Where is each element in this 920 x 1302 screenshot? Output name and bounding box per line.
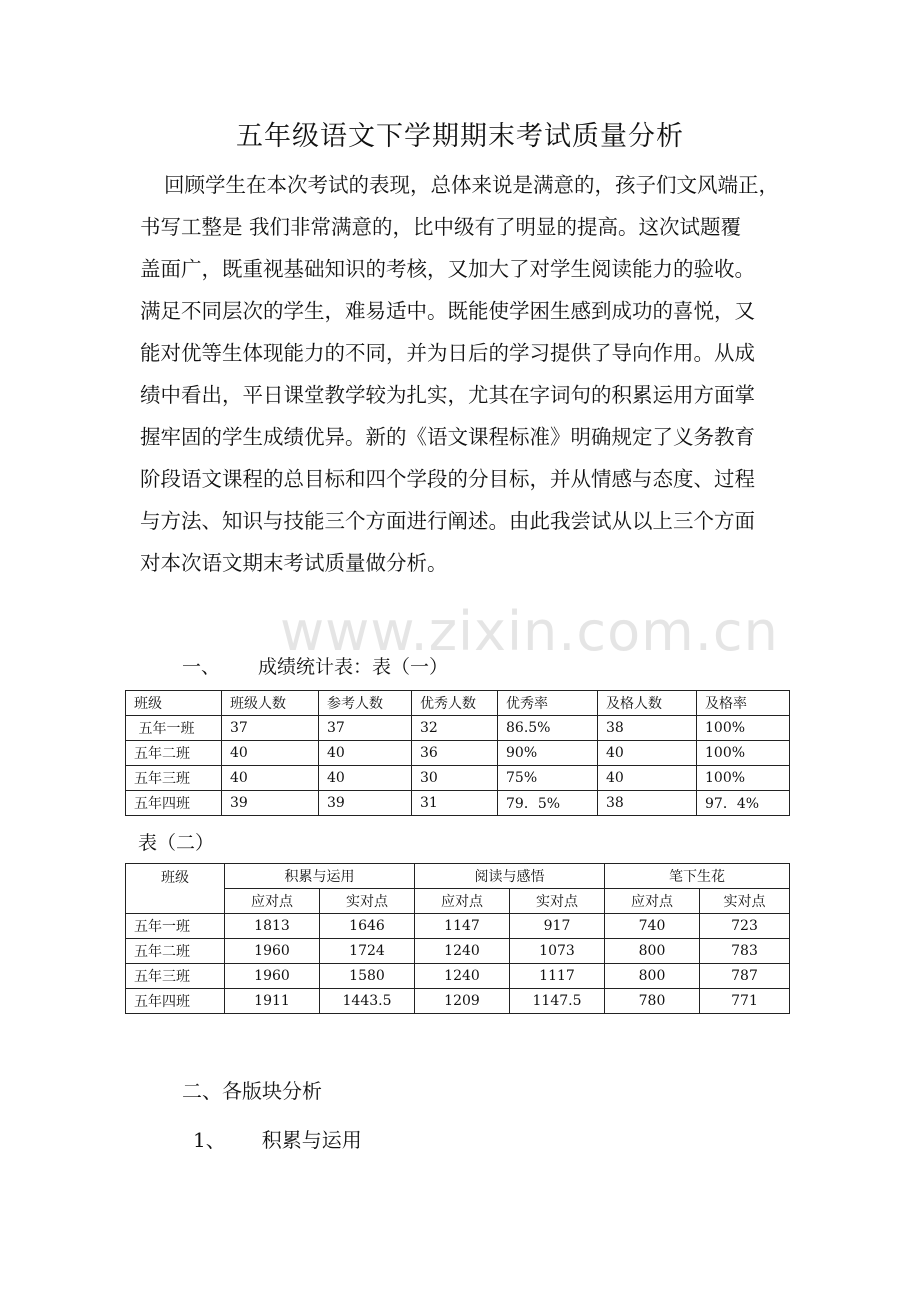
table-cell: 1209: [415, 989, 510, 1014]
paragraph-line: 回顾学生在本次考试的表现，总体来说是满意的，孩子们文风端正，: [164, 173, 779, 197]
table-cell: 1147: [415, 914, 510, 939]
table-group-header: 阅读与感悟: [415, 864, 605, 889]
table-cell: 五年一班: [126, 716, 222, 741]
table-row: [126, 939, 790, 964]
table-cell: 1646: [320, 914, 415, 939]
table-cell: 39: [222, 791, 319, 816]
intro-paragraph: [140, 164, 805, 584]
table-cell: 1724: [320, 939, 415, 964]
watermark: www.zixin.com.cn: [280, 600, 779, 663]
table-subheader-cell: 实对点: [510, 889, 605, 914]
table-cell: 800: [605, 939, 700, 964]
table-cell: 783: [700, 939, 790, 964]
table-cell: 100%: [697, 716, 790, 741]
document-title: 五年级语文下学期期末考试质量分析: [236, 121, 684, 152]
table-header-row: [126, 864, 790, 889]
table-cell: 75%: [498, 766, 598, 791]
table-cell: 40: [222, 766, 319, 791]
table-cell: 90%: [498, 741, 598, 766]
table-subheader-cell: 实对点: [320, 889, 415, 914]
table-cell: 97．4%: [697, 791, 790, 816]
table-header-cell: 班级人数: [222, 691, 319, 716]
table-cell: 79．5%: [498, 791, 598, 816]
table-cell: 1147.5: [510, 989, 605, 1014]
table-header-cell: 优秀人数: [412, 691, 498, 716]
table-cell: 31: [412, 791, 498, 816]
subsection-1-number: 1、: [193, 1128, 226, 1152]
paragraph-line: 阶段语文课程的总目标和四个学段的分目标，并从情感与态度、过程: [140, 467, 755, 491]
table-cell: 1117: [510, 964, 605, 989]
paragraph-line: 与方法、知识与技能三个方面进行阐述。由此我尝试从以上三个方面: [140, 509, 755, 533]
table-cell: 五年二班: [126, 939, 225, 964]
table-row: [126, 914, 790, 939]
table-cell: 1240: [415, 939, 510, 964]
table-cell: 800: [605, 964, 700, 989]
table-cell: 740: [605, 914, 700, 939]
table-cell: 40: [598, 741, 697, 766]
table-2-label: 表（二）: [138, 832, 215, 854]
table-cell: 1960: [225, 964, 320, 989]
section-1-title: 成绩统计表：表（一）: [258, 656, 449, 678]
table-cell: 40: [319, 766, 412, 791]
table-cell: 917: [510, 914, 605, 939]
table-cell: 1443.5: [320, 989, 415, 1014]
table-cell: 40: [598, 766, 697, 791]
paragraph-line: 握牢固的学生成绩优异。新的《语文课程标准》明确规定了义务教育: [140, 425, 755, 449]
table-cell: 五年三班: [126, 766, 222, 791]
paragraph-line: 盖面广，既重视基础知识的考核，又加大了对学生阅读能力的验收。: [140, 257, 755, 281]
table-subheader-row: [126, 889, 790, 914]
table-cell: 787: [700, 964, 790, 989]
table-subheader-cell: 应对点: [225, 889, 320, 914]
paragraph-line: 绩中看出，平日课堂教学较为扎实，尤其在字词句的积累运用方面掌: [140, 383, 755, 407]
table-cell: 771: [700, 989, 790, 1014]
table-cell: 五年四班: [126, 791, 222, 816]
table-cell: 五年三班: [126, 964, 225, 989]
table-row: [126, 964, 790, 989]
table-header-cell: 班级: [126, 864, 225, 914]
table-header-cell: 及格率: [697, 691, 790, 716]
score-table-2: [125, 863, 790, 1014]
paragraph-line: 满足不同层次的学生，难易适中。既能使学困生感到成功的喜悦，又: [140, 299, 755, 323]
table-cell: 38: [598, 716, 697, 741]
paragraph-line: 能对优等生体现能力的不同，并为日后的学习提供了导向作用。从成: [140, 341, 755, 365]
table-header-cell: 及格人数: [598, 691, 697, 716]
subsection-1-heading: [193, 1124, 362, 1153]
table-cell: 38: [598, 791, 697, 816]
table-header-cell: 参考人数: [319, 691, 412, 716]
paragraph-line: 对本次语文期末考试质量做分析。: [140, 551, 448, 575]
paragraph-line: 书写工整是 我们非常满意的，比中级有了明显的提高。这次试题覆: [140, 215, 742, 239]
table-cell: 100%: [697, 766, 790, 791]
table-group-header: 笔下生花: [605, 864, 790, 889]
table-cell: 五年二班: [126, 741, 222, 766]
table-subheader-cell: 应对点: [605, 889, 700, 914]
table-row: [126, 989, 790, 1014]
table-cell: 五年四班: [126, 989, 225, 1014]
table-cell: 1580: [320, 964, 415, 989]
table-header-cell: 优秀率: [498, 691, 598, 716]
table-cell: 1240: [415, 964, 510, 989]
table-header-cell: 班级: [126, 691, 222, 716]
table-cell: 1073: [510, 939, 605, 964]
table-cell: 86.5%: [498, 716, 598, 741]
table-cell: 32: [412, 716, 498, 741]
table-row: [126, 791, 790, 816]
table-cell: 100%: [697, 741, 790, 766]
table-header-row: [126, 691, 790, 716]
table-row: [126, 766, 790, 791]
table-cell: 37: [222, 716, 319, 741]
table-cell: 36: [412, 741, 498, 766]
table-cell: 40: [222, 741, 319, 766]
table-cell: 1813: [225, 914, 320, 939]
table-cell: 37: [319, 716, 412, 741]
score-table-1: [125, 690, 790, 816]
table-subheader-cell: 应对点: [415, 889, 510, 914]
subsection-1-title: 积累与运用: [261, 1128, 362, 1152]
table-row: [126, 741, 790, 766]
section-1-number: 一、: [182, 656, 221, 678]
table-subheader-cell: 实对点: [700, 889, 790, 914]
section-1-heading: [182, 652, 448, 679]
table-group-header: 积累与运用: [225, 864, 415, 889]
table-cell: 1960: [225, 939, 320, 964]
table-cell: 723: [700, 914, 790, 939]
table-cell: 30: [412, 766, 498, 791]
table-cell: 780: [605, 989, 700, 1014]
section-2-heading: 二、各版块分析: [182, 1079, 322, 1103]
table-cell: 五年一班: [126, 914, 225, 939]
table-cell: 40: [319, 741, 412, 766]
table-row: [126, 716, 790, 741]
table-cell: 1911: [225, 989, 320, 1014]
table-cell: 39: [319, 791, 412, 816]
